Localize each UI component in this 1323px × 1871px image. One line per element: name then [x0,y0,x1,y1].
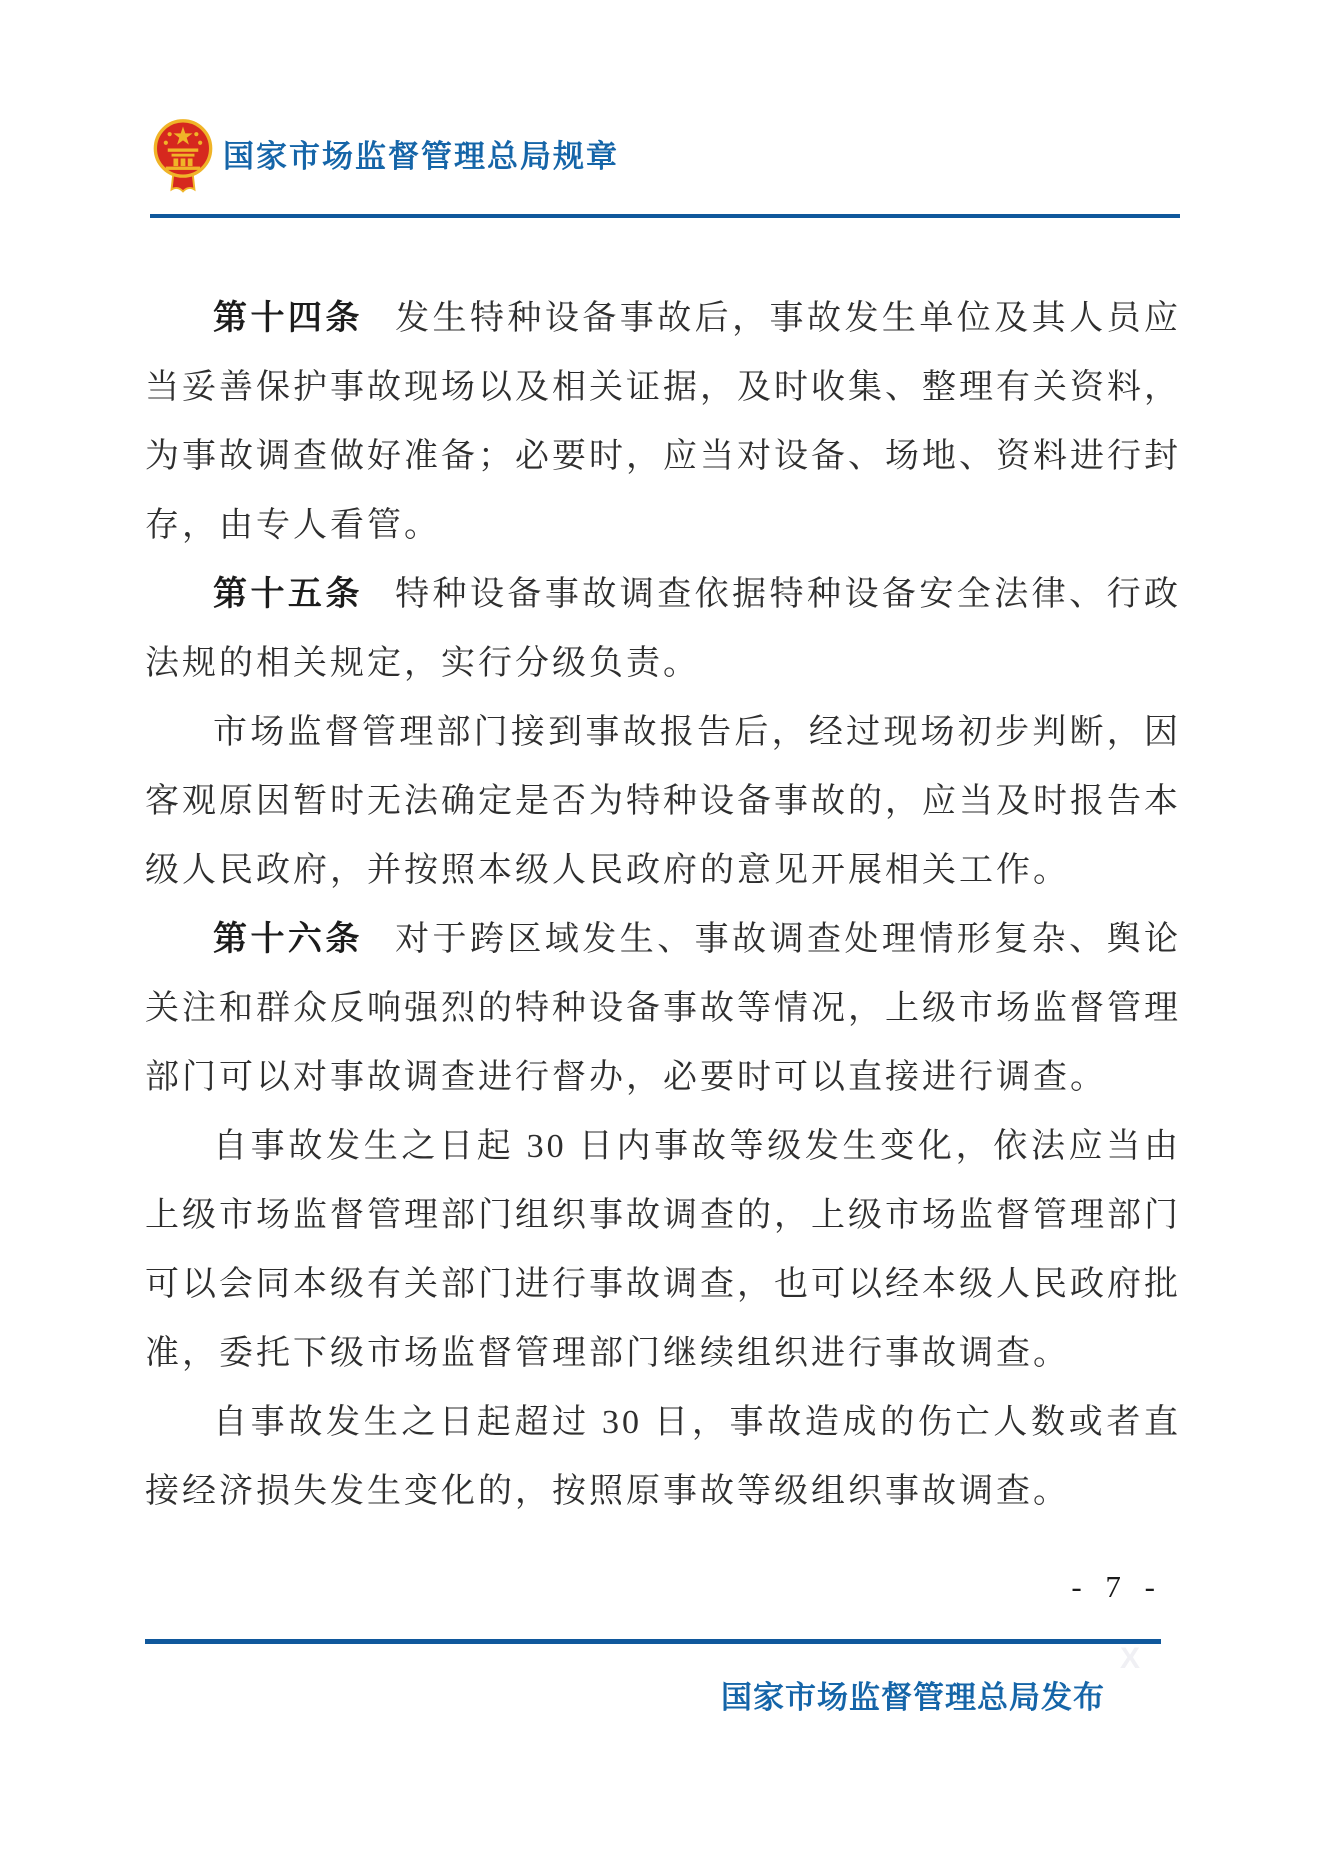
publisher-line: 国家市场监督管理总局发布 [721,1680,1105,1715]
paragraph-article-16-2 [145,1112,1181,1388]
paragraph-article-16-3 [145,1388,1181,1526]
header-rule [150,214,1180,218]
watermark-x: X [1120,1642,1141,1675]
paragraph-text: 市场监督管理部门接到事故报告后，经过现场初步判断，因客观原因暂时无法确定是否为特种设备事故的，应当及时报告本级人民政府，并按照本级人民政府的意见开展相关工作。 [145,714,1181,889]
paragraph-article-15-2 [145,698,1181,905]
paragraph-text: 自事故发生之日起超过 30 日，事故造成的伤亡人数或者直接经济损失发生变化的，按照原事故等级组织事故调查。 [145,1404,1181,1510]
paragraph-text: 特种设备事故调查依据特种设备安全法律、行政法规的相关规定，实行分级负责。 [145,576,1182,682]
paragraph-text: 自事故发生之日起 30 日内事故等级发生变化，依法应当由上级市场监督管理部门组织事故调查的，上级市场监督管理部门可以会同本级有关部门进行事故调查，也可以经本级人民政府批准，委托下级市场监督管理部门继续组织进行事故调查。 [145,1128,1181,1372]
article-number: 第十六条 [213,921,363,958]
article-number: 第十四条 [213,300,363,337]
page-number: - 7 - [1071,1569,1163,1604]
footer-rule [145,1639,1161,1644]
article-number: 第十五条 [213,576,363,613]
paragraph-article-15 [145,560,1181,698]
header-title: 国家市场监督管理总局规章 [223,139,619,174]
paragraph-text: 发生特种设备事故后，事故发生单位及其人员应当妥善保护事故现场以及相关证据，及时收集、整理有关资料，为事故调查做好准备；必要时，应当对设备、场地、资料进行封存，由专人看管。 [145,300,1182,544]
national-emblem-icon [152,117,214,199]
paragraph-article-16 [145,905,1181,1112]
paragraph-article-14 [145,284,1181,560]
paragraph-text: 对于跨区域发生、事故调查处理情形复杂、舆论关注和群众反响强烈的特种设备事故等情况，上级市场监督管理部门可以对事故调查进行督办，必要时可以直接进行调查。 [145,921,1182,1096]
regulation-body [145,284,1181,1526]
